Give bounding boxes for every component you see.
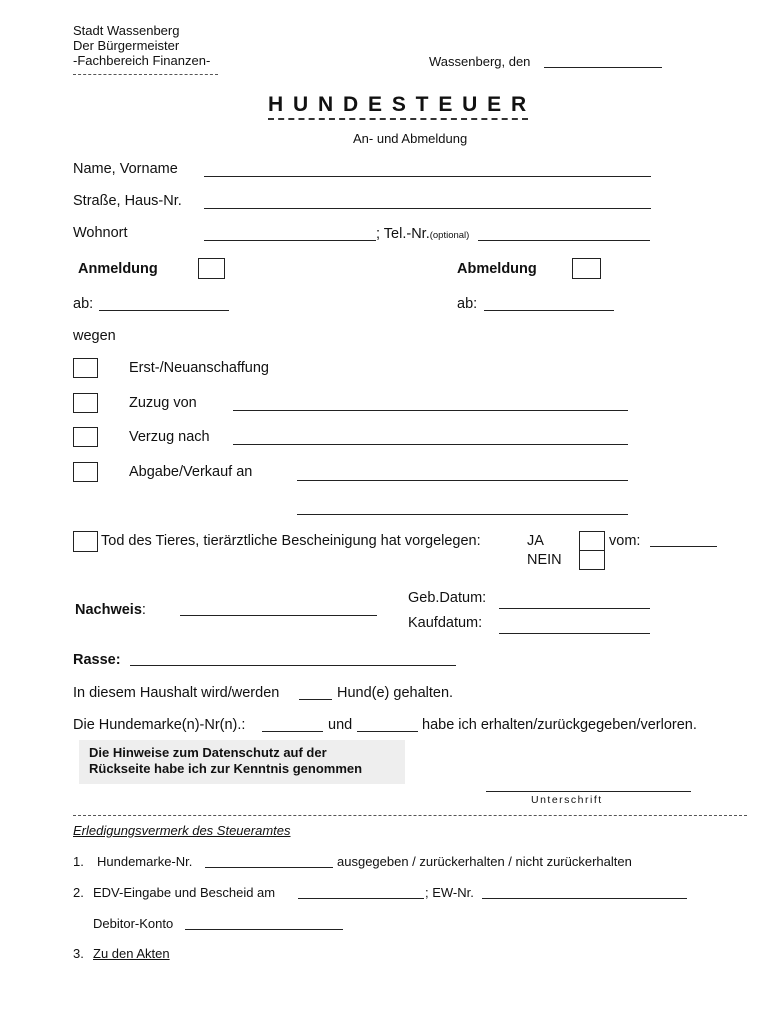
street-label: Straße, Haus-Nr. (73, 193, 182, 209)
item-3-label: Zu den Akten (93, 946, 170, 961)
abmeldung-ab-label: ab: (457, 296, 478, 312)
privacy-note-line-1: Die Hinweise zum Datenschutz auf der (89, 745, 327, 760)
privacy-note-line-2: Rückseite habe ich zur Kenntnis genommen (89, 761, 363, 776)
abgabe-checkbox[interactable] (73, 462, 98, 482)
rasse-field[interactable] (130, 665, 456, 666)
name-field[interactable] (204, 176, 651, 177)
verzug-checkbox[interactable] (73, 427, 98, 447)
zuzug-label: Zuzug von (129, 395, 197, 411)
phone-field[interactable] (478, 240, 650, 241)
wegen-label: wegen (73, 328, 116, 344)
authority-department: -Fachbereich Finanzen- (73, 53, 211, 68)
household-text-end: Hund(e) gehalten. (337, 685, 454, 701)
debitor-label: Debitor-Konto (93, 916, 174, 931)
anmeldung-date-field[interactable] (99, 310, 229, 311)
signature-label: Unterschrift (531, 794, 603, 806)
marke-und: und (328, 717, 353, 733)
item-2-label: EDV-Eingabe und Bescheid am (93, 885, 276, 900)
ja-checkbox[interactable] (579, 531, 605, 552)
abgabe-label: Abgabe/Verkauf an (129, 464, 253, 480)
erst-label: Erst-/Neuanschaffung (129, 360, 269, 376)
date-field[interactable] (544, 67, 662, 68)
nachweis-label: Nachweis: (75, 602, 146, 618)
dog-count-field[interactable] (299, 699, 332, 700)
marke-number-field-2[interactable] (357, 731, 418, 732)
geb-datum-field[interactable] (499, 608, 650, 609)
item-2-number: 2. (73, 885, 84, 900)
signature-field[interactable] (486, 791, 691, 792)
item-1-options: ausgegeben / zurückerhalten / nicht zurückerhalten (337, 854, 632, 869)
city-label: Wohnort (73, 225, 128, 241)
kaufdatum-label: Kaufdatum: (408, 615, 483, 631)
ew-number-field[interactable] (482, 898, 687, 899)
item-2-ew-label: ; EW-Nr. (425, 885, 474, 900)
kaufdatum-field[interactable] (499, 633, 650, 634)
anmeldung-checkbox[interactable] (198, 258, 225, 279)
marke-text-start: Die Hundemarke(n)-Nr(n).: (73, 717, 246, 733)
geb-datum-label: Geb.Datum: (408, 590, 487, 606)
erst-checkbox[interactable] (73, 358, 98, 378)
abgabe-field-1[interactable] (297, 480, 628, 481)
item-2-date-field[interactable] (298, 898, 424, 899)
verzug-label: Verzug nach (129, 429, 210, 445)
street-field[interactable] (204, 208, 651, 209)
header-divider (73, 74, 218, 75)
verzug-field[interactable] (233, 444, 628, 445)
page-subtitle: An- und Abmeldung (353, 131, 468, 146)
phone-label: ; Tel.-Nr.(optional) (376, 226, 470, 242)
item-1-number: 1. (73, 854, 84, 869)
authority-mayor: Der Bürgermeister (73, 38, 180, 53)
abmeldung-label: Abmeldung (457, 261, 537, 277)
vom-label: vom: (609, 533, 641, 549)
household-text-start: In diesem Haushalt wird/werden (73, 685, 280, 701)
privacy-note-box (79, 740, 405, 784)
marke-number-field-1[interactable] (262, 731, 323, 732)
item-1-label: Hundemarke-Nr. (97, 854, 193, 869)
office-heading: Erledigungsvermerk des Steueramtes (73, 823, 291, 838)
place-date-label: Wassenberg, den (429, 54, 531, 69)
nein-checkbox[interactable] (579, 550, 605, 570)
anmeldung-label: Anmeldung (78, 261, 158, 277)
debitor-field[interactable] (185, 929, 343, 930)
rasse-label: Rasse: (73, 652, 121, 668)
city-field[interactable] (204, 240, 376, 241)
nein-label: NEIN (527, 552, 562, 568)
ja-label: JA (527, 533, 544, 549)
authority-name: Stadt Wassenberg (73, 23, 180, 38)
zuzug-field[interactable] (233, 410, 628, 411)
office-divider (73, 815, 747, 816)
anmeldung-ab-label: ab: (73, 296, 94, 312)
abmeldung-date-field[interactable] (484, 310, 614, 311)
vom-field[interactable] (650, 546, 717, 547)
marke-text-end: habe ich erhalten/zurückgegeben/verloren. (422, 717, 697, 733)
abgabe-field-2[interactable] (297, 514, 628, 515)
item-1-field[interactable] (205, 867, 333, 868)
tod-label: Tod des Tieres, tierärztliche Bescheinigung hat vorgelegen: (101, 533, 481, 549)
abmeldung-checkbox[interactable] (572, 258, 601, 279)
name-label: Name, Vorname (73, 161, 178, 177)
page-title: H U N D E S T E U E R (268, 93, 528, 120)
nachweis-field[interactable] (180, 615, 377, 616)
item-3-number: 3. (73, 946, 84, 961)
zuzug-checkbox[interactable] (73, 393, 98, 413)
tod-checkbox[interactable] (73, 531, 98, 552)
phone-optional-note: (optional) (429, 230, 470, 241)
